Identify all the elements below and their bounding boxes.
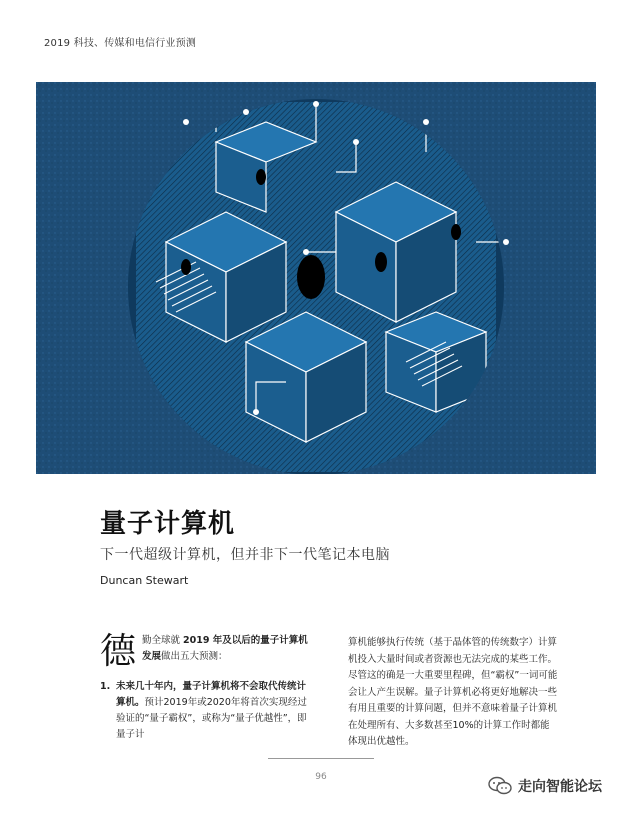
list-bold: 未来几十年内，量子计算机将不会取代传统计算机。: [116, 681, 307, 708]
article-author: Duncan Stewart: [100, 574, 189, 587]
hero-illustration: [36, 82, 596, 474]
right-column: 算机能够执行传统（基于晶体管的传统数字）计算机投入大量时间或者资源也无法完成的某些工作。尽管这的确是一大重要里程碑，但“霸权”一词可能会让人产生误解。量子计算机必将更好地解决一些有用且重要的计算问题，但并不意味着量子计算机在处理所有、大多数甚至10%的计算工作时都能体现出优越性。: [348, 637, 558, 747]
intro-bold: 2019 年及以后的量子计算机发展: [142, 635, 308, 662]
wechat-icon: [488, 776, 512, 796]
left-column: [100, 633, 312, 743]
page-header: 2019 科技、传媒和电信行业预测: [44, 38, 197, 49]
intro-prefix: 勤全球就: [142, 635, 184, 646]
watermark-text: 走向智能论坛: [518, 779, 602, 795]
footer-divider: [268, 758, 374, 759]
page-number: 96: [315, 772, 327, 782]
intro-suffix: 做出五大预测：: [161, 651, 228, 662]
watermark: [488, 776, 602, 796]
list-number: 1.: [100, 681, 111, 692]
list-text: 预计2019年或2020年将首次实现经过验证的“量子霸权”，或称为“量子优越性”，即量子计: [116, 697, 307, 740]
article-title: 量子计算机: [100, 509, 236, 539]
list-body: [116, 679, 312, 743]
article-subtitle: 下一代超级计算机，但并非下一代笔记本电脑: [100, 547, 390, 563]
list-item: [100, 679, 312, 743]
intro-paragraph: [100, 631, 312, 672]
quantum-maze-illustration: [36, 82, 596, 474]
dropcap: 德: [100, 631, 137, 672]
